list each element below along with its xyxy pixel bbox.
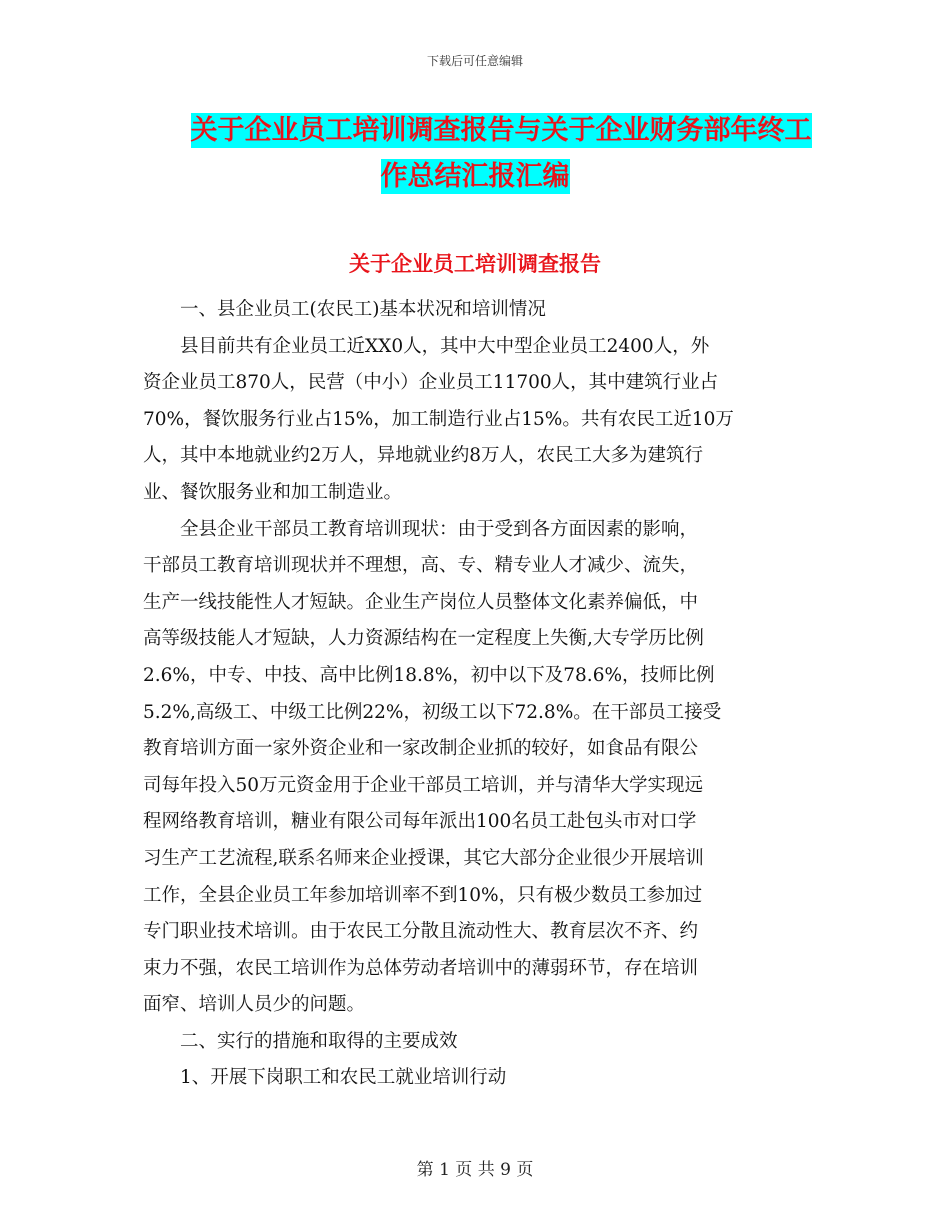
- heading-training-action: 1、开展下岗职工和农民工就业培训行动: [180, 1067, 507, 1089]
- heading-basic-situation: 一、县企业员工(农民工)基本状况和培训情况: [180, 299, 546, 320]
- document-title: [0, 108, 950, 200]
- page-footer: 第 1 页 共 9 页: [416, 1160, 534, 1180]
- heading-measures: 二、实行的措施和取得的主要成效: [180, 1030, 458, 1052]
- paragraph-training-status: 全县企业干部员工教育培训现状：由于受到各方面因素的影响， 干部员工教育培训现状并不理想，高、专、精专业人才减少、流失， 生产一线技能性人才短缺。企业生产岗位人员整体文化素养偏低，中 高等级技能人才短缺，人力资源结构在一定程度上失衡,大专学历比例 2.6%，中专、中技、高中比例18.8%，初中以下及78.6%，技师比例 5.2%,高级工、中级工比例22%，初级工以下72.8%。在干部员工接受 教育培训方面一家外资企业和一家改制企业抓的较好，如食品有限公 司每年投入50万元资金用于企业干部员工培训，并与清华大学实现远 程网络教育培训，糖业有限公司每年派出100名员工赴包头市对口学 习生产工艺流程,联系名师来企业授课，其它大部分企业很少开展培训 工作，全县企业员工年参加培训率不到10%，只有极少数员工参加过 专门职业技术培训。由于农民工分散且流动性大、教育层次不齐、约 束力不强，农民工培训作为总体劳动者培训中的薄弱环节，存在培训 面窄、培训人员少的问题。: [143, 518, 722, 1016]
- document-title-line-2: 作总结汇报汇编: [380, 161, 570, 192]
- paragraph-employee-stats: 县目前共有企业员工近XX0人，其中大中型企业员工2400人，外 资企业员工870人，民营（中小）企业员工11700人，其中建筑行业占 70%，餐饮服务行业占15%，加工制造行业占15%。共有农民工近10万 人，其中本地就业约2万人，异地就业约8万人，农民工大多为建筑行 业、餐饮服务业和加工制造业。: [143, 335, 734, 503]
- page-header: 下载后可任意编辑: [426, 54, 523, 68]
- document-body: [143, 292, 808, 1097]
- section-title: 关于企业员工培训调查报告: [349, 251, 601, 276]
- document-title-line-1: 关于企业员工培训调查报告与关于企业财务部年终工: [190, 115, 812, 146]
